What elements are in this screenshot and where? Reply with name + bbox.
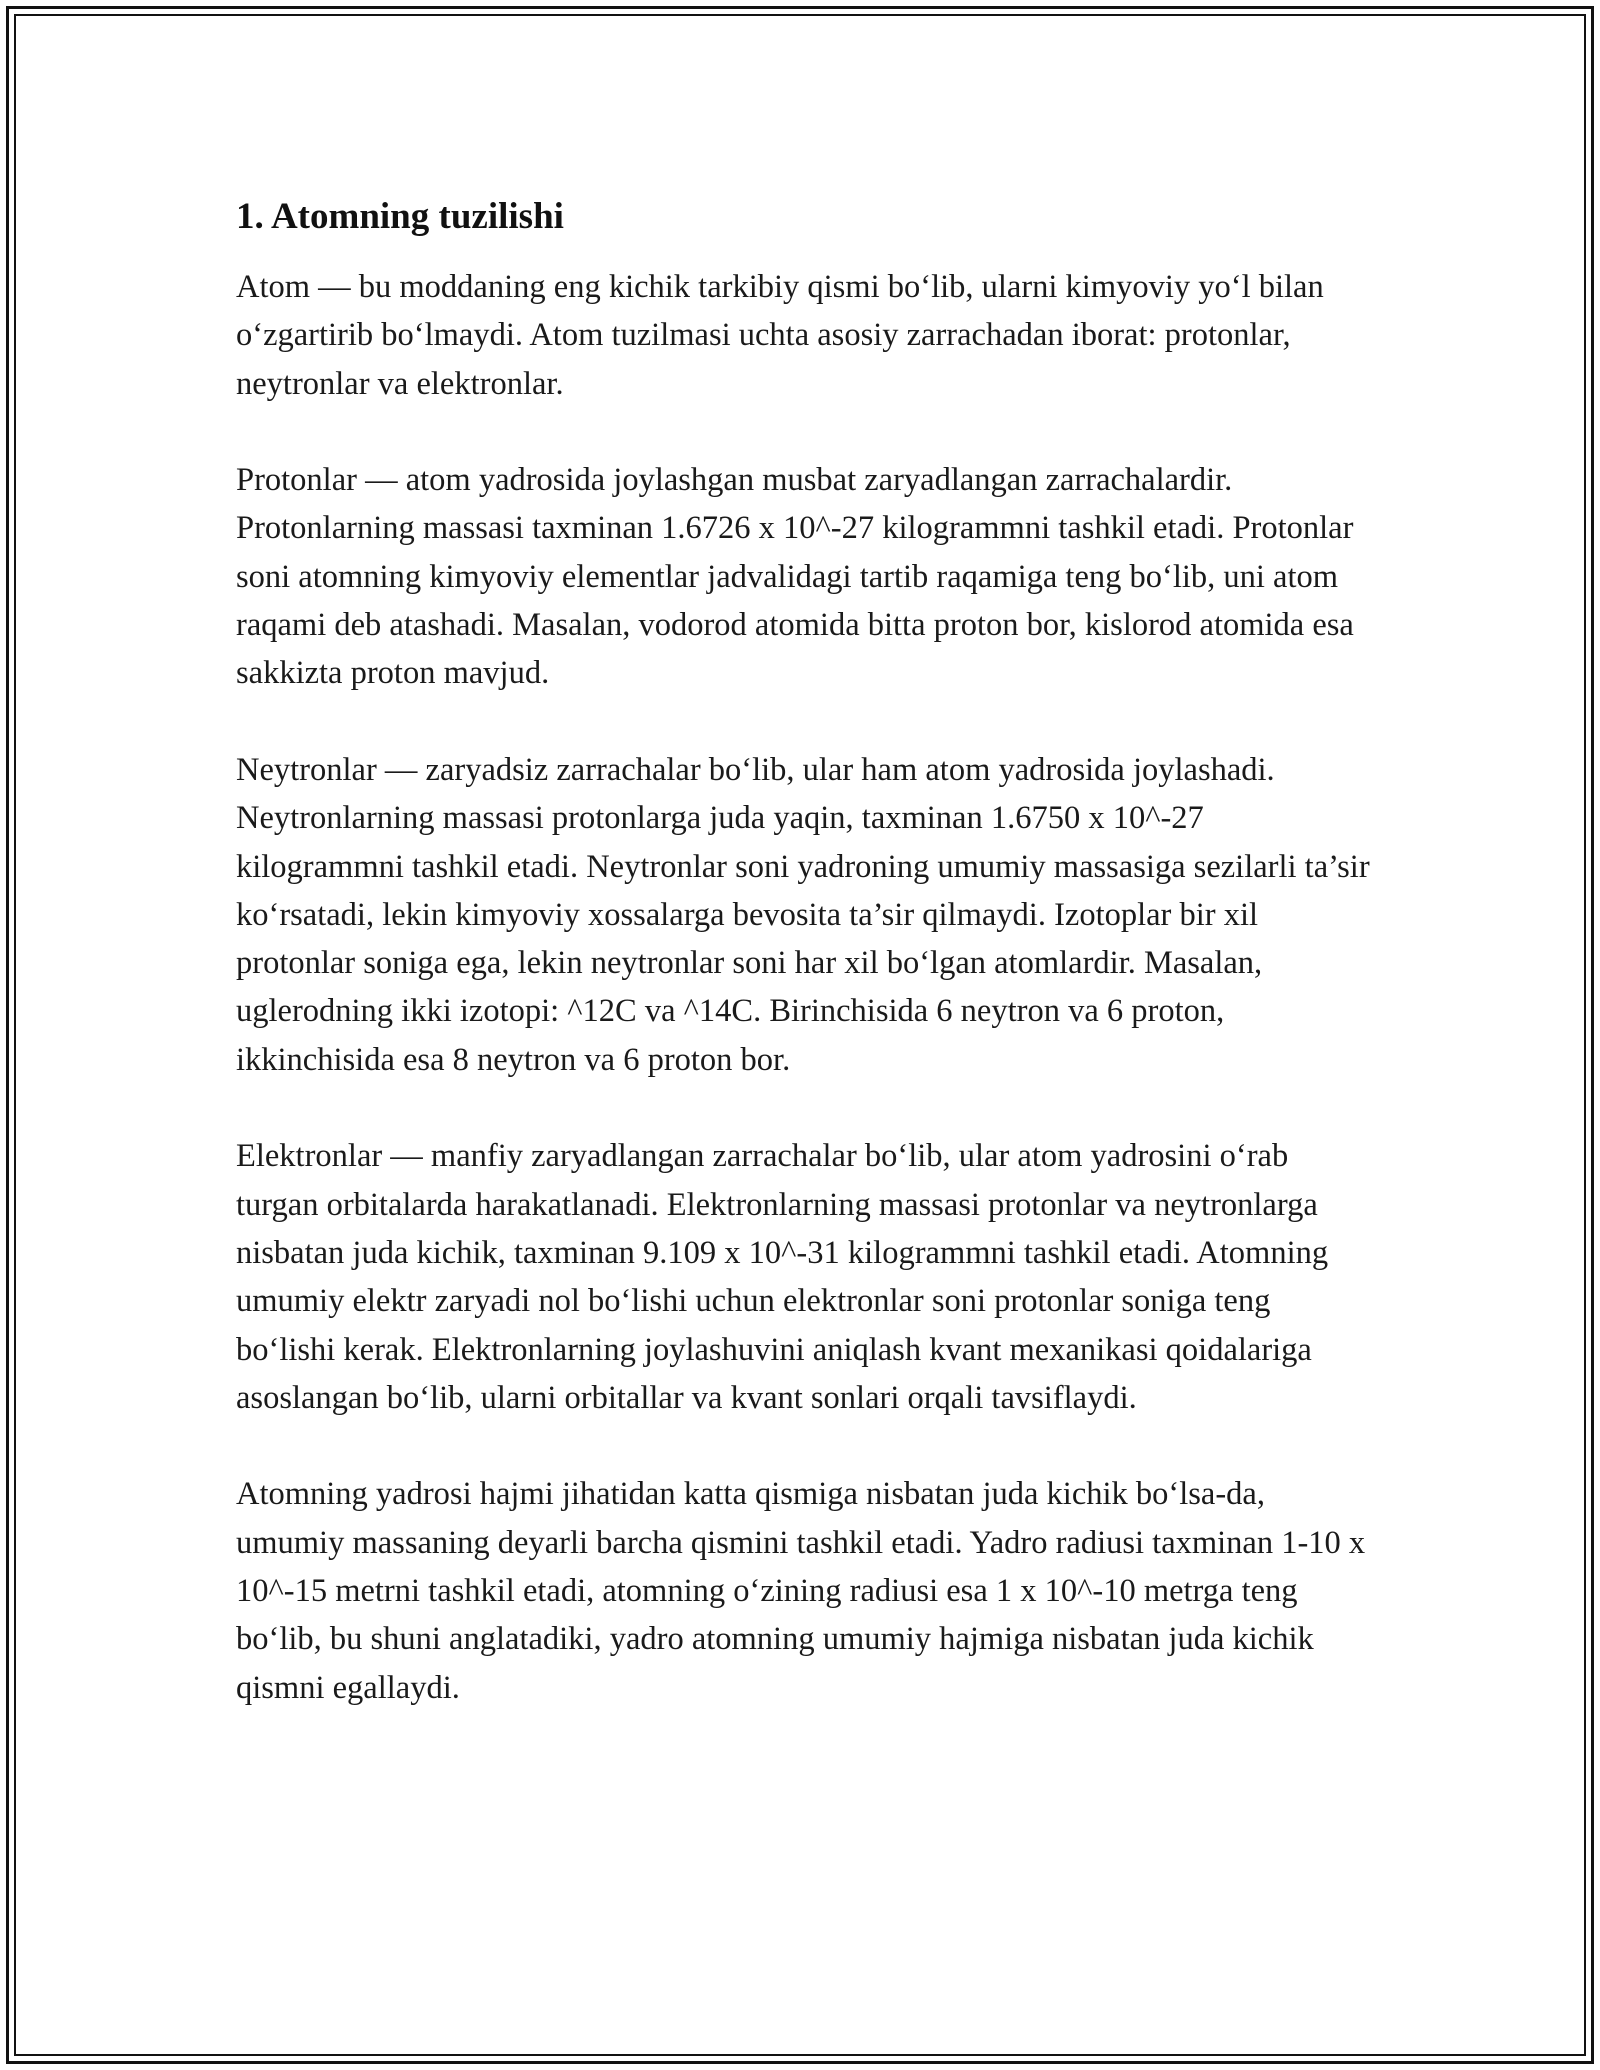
section-title: 1. Atomning tuzilishi	[236, 196, 564, 237]
paragraph-electrons: Elektronlar — manfiy zaryadlangan zarrachalar bo‘lib, ular atom yadrosini o‘rab turgan orbitalarda harakatlanadi. Elektronlarning massasi protonlar va neytronlarga nisbatan juda kichik, taxminan 9.109 x 10^-31 kilogrammni tashkil etadi. Atomning umumiy elektr zaryadi nol bo‘lishi uchun elektronlar soni protonlar soniga teng bo‘lishi kerak. Elektronlarning joylashuvini aniqlash kvant mexanikasi qoidalariga asoslangan bo‘lib, ularni orbitallar va kvant sonlari orqali tavsiflaydi.	[236, 1138, 1329, 1416]
paragraph-protons: Protonlar — atom yadrosida joylashgan musbat zaryadlangan zarrachalardir. Protonlarning massasi taxminan 1.6726 x 10^-27 kilogrammni tashkil etadi. Protonlar soni atomning kimyoviy elementlar jadvalidagi tartib raqamiga teng bo‘lib, uni atom raqami deb atashadi. Masalan, vodorod atomida bitta proton bor, kislorod atomida esa sakkizta proton mavjud.	[236, 462, 1354, 692]
document-page	[236, 180, 1376, 1760]
paragraph-nucleus-size: Atomning yadrosi hajmi jihatidan katta qismiga nisbatan juda kichik bo‘lsa-da, umumiy massaning deyarli barcha qismini tashkil etadi. Yadro radiusi taxminan 1-10 x 10^-15 metrni tashkil etadi, atomning o‘zining radiusi esa 1 x 10^-10 metrga teng bo‘lib, bu shuni anglatadiki, yadro atomning umumiy hajmiga nisbatan juda kichik qismni egallaydi.	[236, 1476, 1366, 1706]
paragraph-neutrons: Neytronlar — zaryadsiz zarrachalar bo‘lib, ular ham atom yadrosida joylashadi. Neytronlarning massasi protonlarga juda yaqin, taxminan 1.6750 x 10^-27 kilogrammni tashkil etadi. Neytronlar soni yadroning umumiy massasiga sezilarli ta’sir ko‘rsatadi, lekin kimyoviy xossalarga bevosita ta’sir qilmaydi. Izotoplar bir xil protonlar soniga ega, lekin neytronlar soni har xil bo‘lgan atomlardir. Masalan, uglerodning ikki izotopi: ^12C va ^14C. Birinchisida 6 neytron va 6 proton, ikkinchisida esa 8 neytron va 6 proton bor.	[236, 751, 1370, 1078]
paragraph-atom-definition: Atom — bu moddaning eng kichik tarkibiy qismi bo‘lib, ularni kimyoviy yo‘l bilan o‘zgartirib bo‘lmaydi. Atom tuzilmasi uchta asosiy zarrachadan iborat: protonlar, neytronlar va elektronlar.	[236, 269, 1324, 402]
document-body	[236, 263, 1376, 1712]
